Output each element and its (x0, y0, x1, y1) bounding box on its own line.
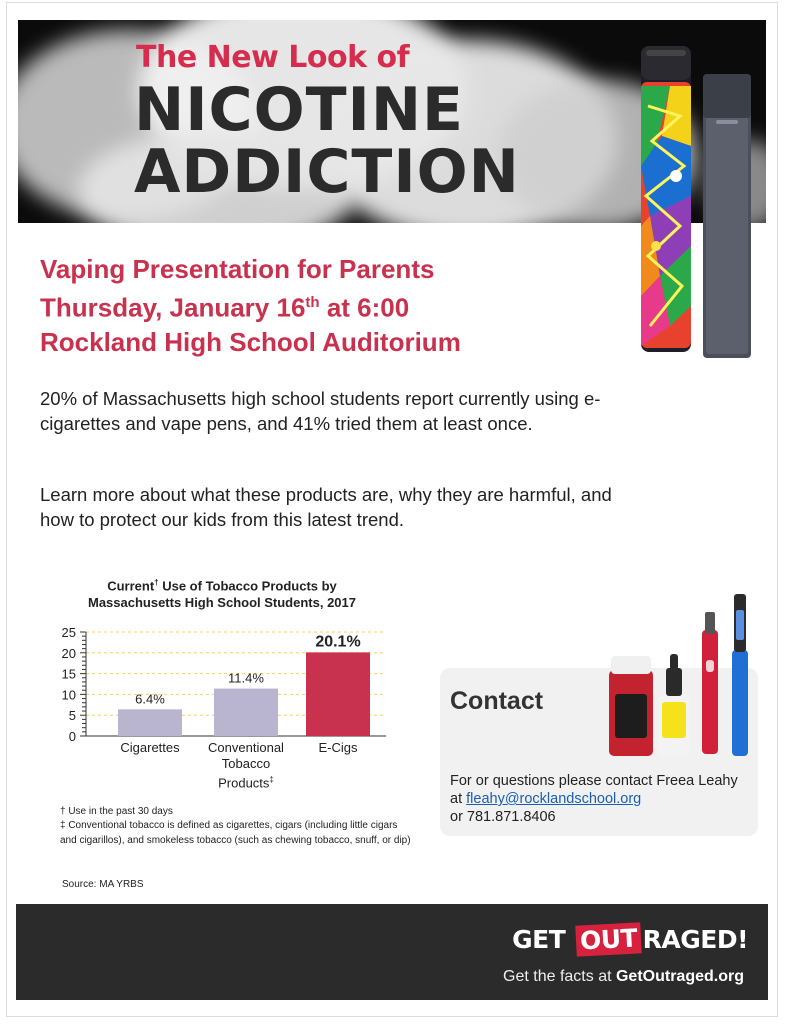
decorated-vape-pen-icon (640, 46, 692, 352)
contact-text: For or questions please contact Freea Leahy at fleahy@rocklandschool.org or 781.871.8406 (450, 773, 738, 825)
grey-vape-pen-icon (702, 74, 752, 358)
y-tick-label: 20 (61, 645, 76, 661)
vape-products-icon (606, 590, 756, 760)
get-outraged-logo: GET OUT RAGED! (512, 923, 748, 956)
x-tick-label: E-Cigs (318, 740, 358, 755)
event-title: Vaping Presentation for Parents (40, 254, 435, 284)
contact-email-link[interactable]: fleahy@rocklandschool.org (466, 791, 642, 807)
event-date: Thursday, January 16th at 6:00 (40, 292, 410, 323)
x-tick-label: Conventional Tobacco Products‡ (208, 740, 284, 791)
bar-conventional-tobacco-products (214, 689, 278, 736)
y-tick-label: 5 (68, 708, 76, 724)
chart-source: Source: MA YRBS (62, 879, 144, 890)
learn-more-paragraph: Learn more about what these products are, why they are harmful, and how to protect our kids from this latest trend. (40, 484, 612, 530)
statistic-paragraph: 20% of Massachusetts high school students report currently using e-cigarettes and vape pens, and 41% tried them at least once. (40, 388, 601, 434)
data-label: 11.4% (228, 670, 264, 686)
footnote-past-30-days: † Use in the past 30 days (60, 806, 173, 817)
y-tick-label: 10 (61, 687, 76, 703)
data-label: 6.4% (135, 691, 165, 707)
contact-heading: Contact (450, 687, 544, 715)
data-label: 20.1% (315, 633, 361, 651)
x-tick-label: Cigarettes (120, 740, 180, 755)
title-addiction: ADDICTION (134, 137, 520, 207)
y-tick-label: 25 (61, 625, 76, 640)
bar-cigarettes (118, 709, 182, 736)
footnote-conventional-tobacco: ‡ Conventional tobacco is defined as cigarettes, cigars (including little cigars and cigarillos), and smokeless tobacco (such as chewing tobacco, snuff, or dip) (60, 820, 411, 846)
bar-chart (40, 620, 400, 750)
y-tick-label: 15 (61, 666, 76, 682)
footer-tagline: Get the facts at GetOutraged.org (503, 968, 744, 985)
title-nicotine: NICOTINE (134, 75, 465, 145)
bar-e-cigs (306, 652, 370, 736)
title-small: The New Look of (136, 40, 410, 75)
footer-site-link[interactable]: GetOutraged.org (615, 968, 744, 985)
event-location: Rockland High School Auditorium (40, 326, 461, 357)
footer-banner (16, 904, 768, 1000)
y-tick-label: 0 (68, 729, 76, 744)
chart-title: Current† Use of Tobacco Products by Massachusetts High School Students, 2017 (87, 578, 357, 611)
event-details (40, 252, 461, 359)
